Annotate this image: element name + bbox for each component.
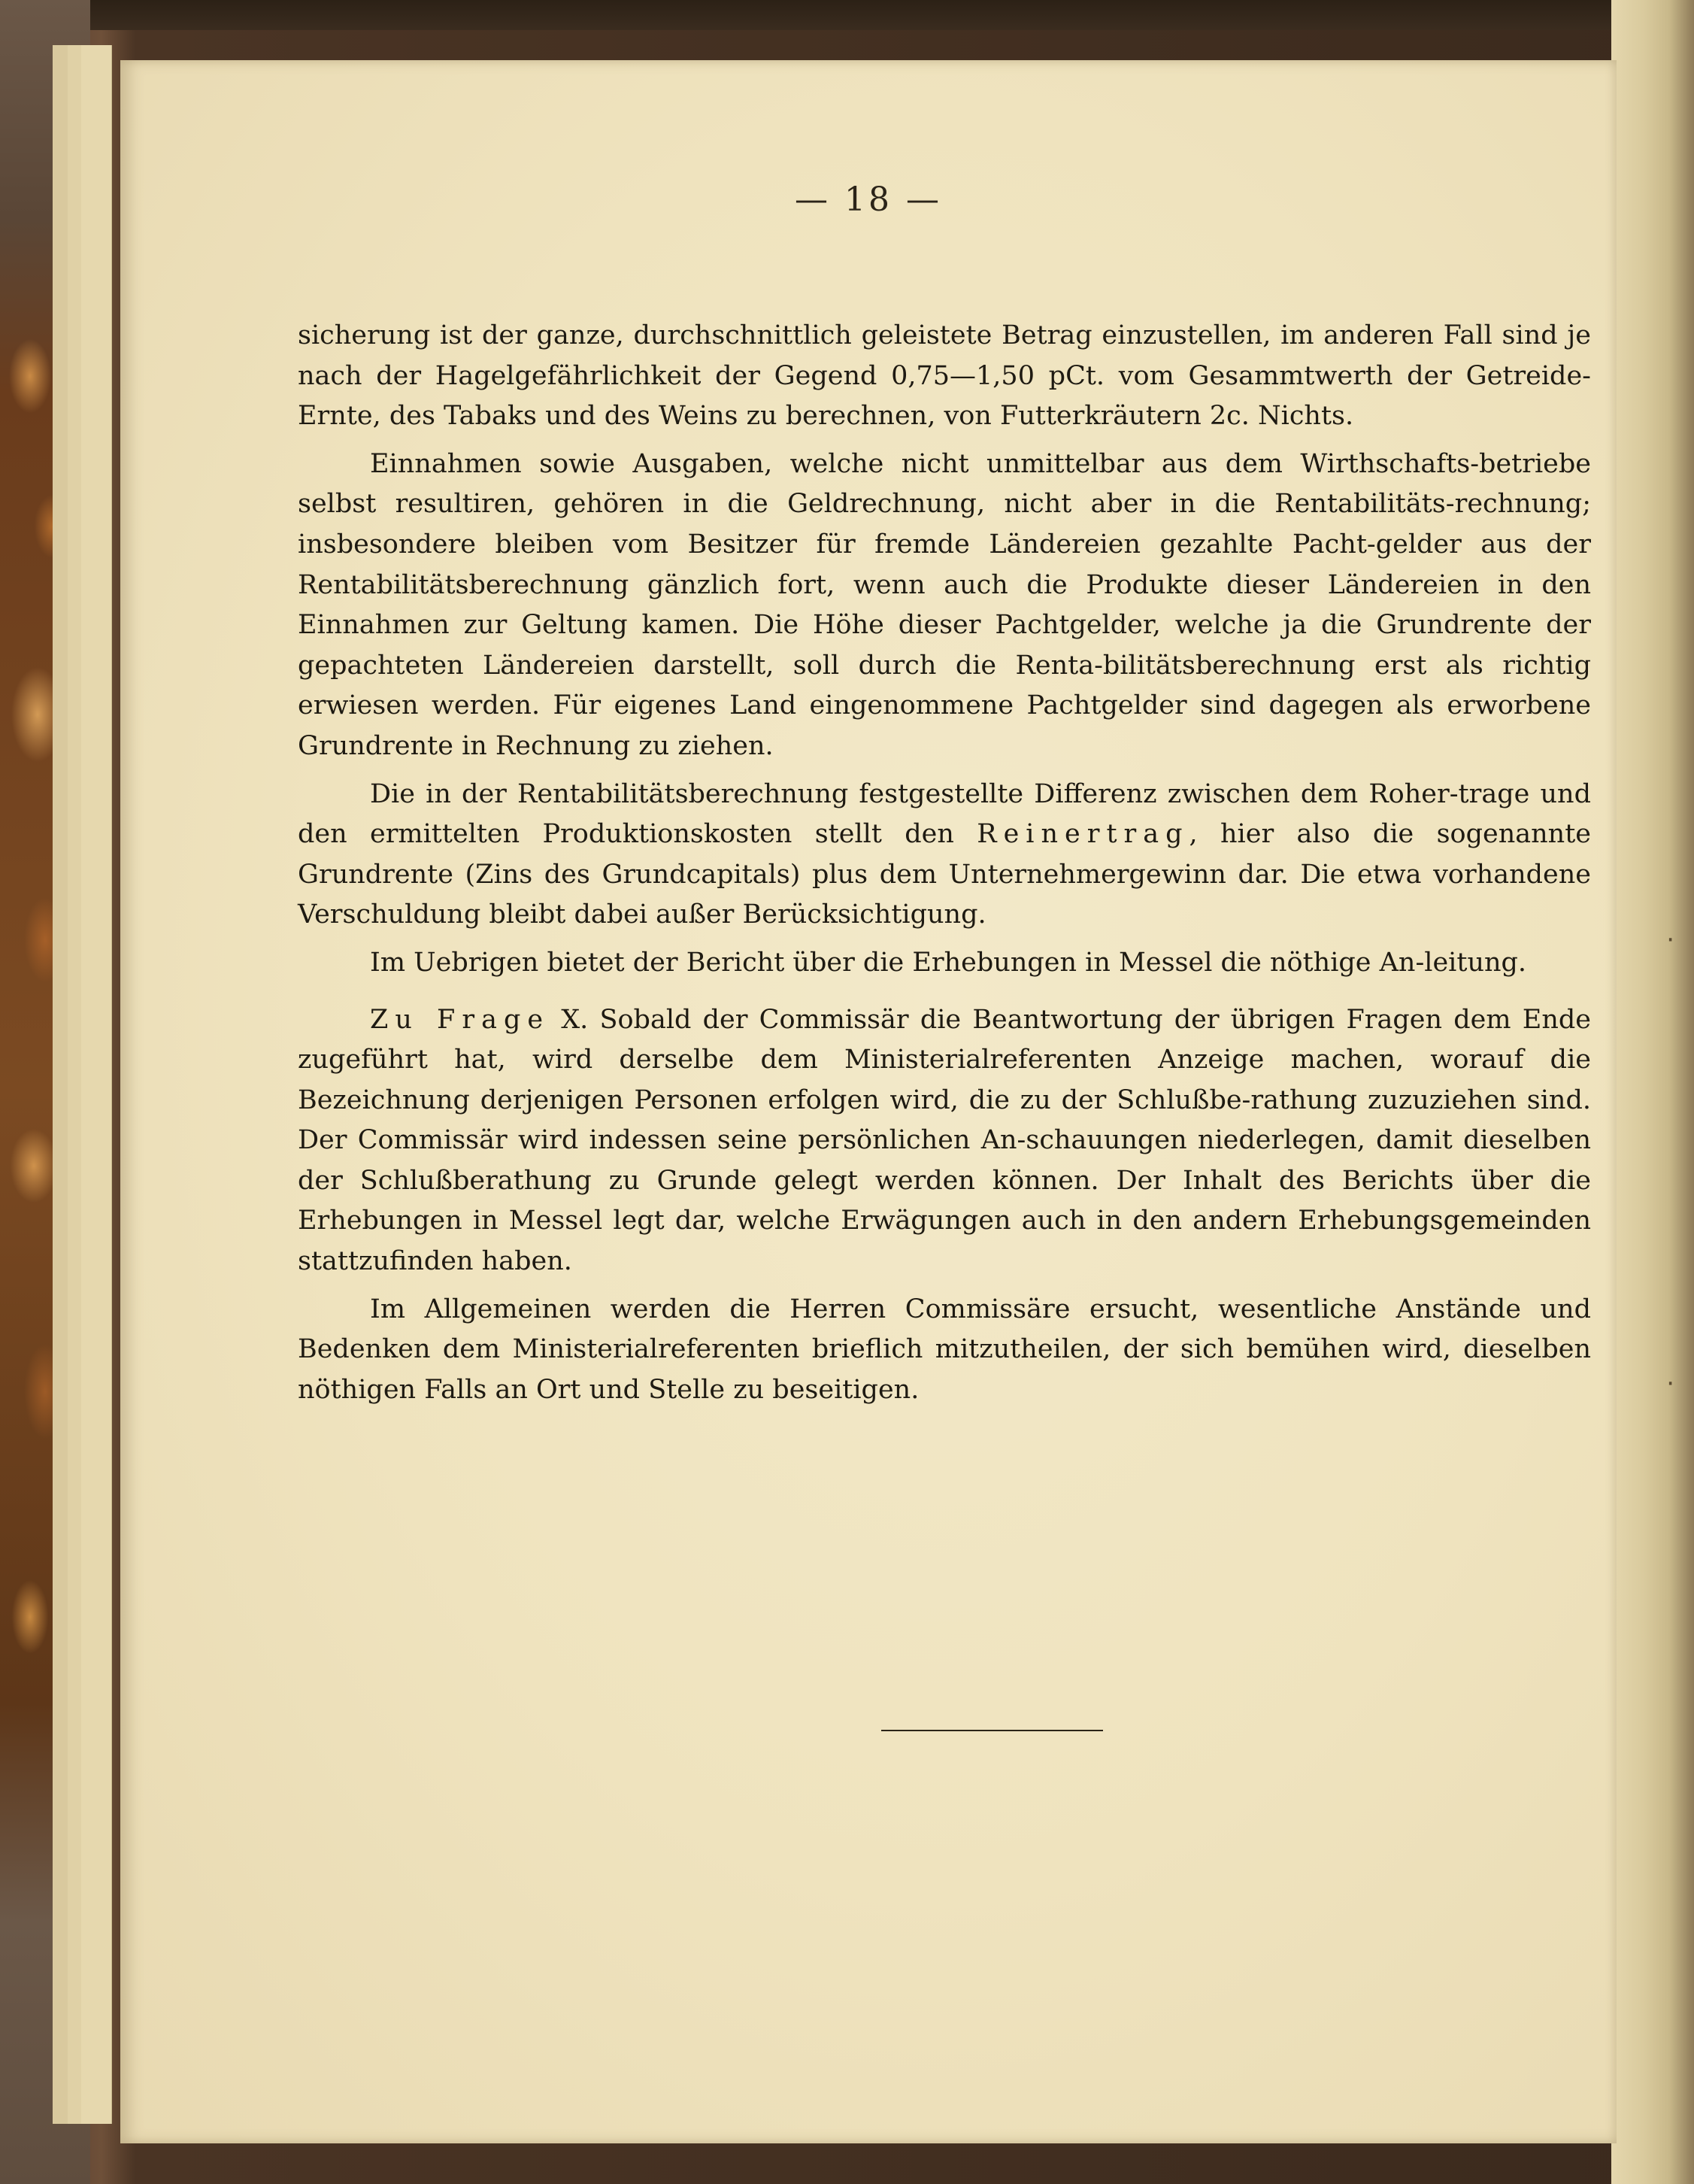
page-number: — 18 — [795, 180, 942, 219]
page-body [298, 316, 1591, 1418]
page [120, 60, 1617, 2143]
paragraph-5 [298, 1000, 1591, 1282]
paragraph-1: sicherung ist der ganze, durchschnittlich geleistete Betrag einzustellen, im anderen Fall sind je nach der Hagelgefährlichkeit der Gegend 0,75—1,50 pCt. vom Gesammtwerth der Getreide-Ernte, des Tabaks und des Weins zu berechnen, von Futterkräutern 2c. Nichts. [298, 320, 1591, 432]
margin-tick: · [1666, 925, 1674, 955]
paragraph-3-after: , hier also die sogenannte Grundrente (Zins des Grundcapitals) plus dem Unternehmergewinn dar. Die etwa vorhandene Verschuldung bleibt dabei außer Berücksichtigung. [298, 819, 1591, 930]
margin-tick: · [1666, 1369, 1674, 1399]
paragraph-5-text: X. Sobald der Commissär die Beantwortung der übrigen Fragen dem Ende zugeführt hat, wird derselbe dem Ministerialreferenten Anzeige machen, worauf die Bezeichnung derjenigen Personen erfolgen wird, die zu der Schlußbe-rathung zuzuziehen sind. Der Commissär wird indessen seine persönlichen An-schauungen niederlegen, damit dieselben der Schlußberathung zu Grunde gelegt werden können. Der Inhalt des Berichts über die Erhebungen in Messel legt dar, welche Erwägungen auch in den andern Erhebungsgemeinden stattzufinden haben. [298, 1004, 1591, 1277]
paragraph-3-before: Die in der Rentabilitätsberechnung festgestellte Differenz zwischen dem Roher-trage und den ermittelten Produktionskosten stellt den [298, 778, 1591, 850]
top-shadow [0, 0, 1694, 30]
page-edge [81, 45, 112, 2124]
paragraph-6: Im Allgemeinen werden die Herren Commissäre ersucht, wesentliche Anstände und Bedenken dem Ministerialreferenten brieflich mitzutheilen, der sich bemühen wird, dieselben nöthigen Falls an Ort und Stelle zu beseitigen. [298, 1294, 1591, 1405]
right-page-edge [1611, 0, 1694, 2184]
paragraph-4: Im Uebrigen bietet der Bericht über die Erhebungen in Messel die nöthige An-leitung. [370, 947, 1527, 978]
reinertrag-emphasis: Reinertrag [977, 819, 1189, 850]
paragraph-3 [298, 775, 1591, 936]
zu-frage-heading: Zu Frage [370, 1004, 550, 1035]
paragraph-2: Einnahmen sowie Ausgaben, welche nicht unmittelbar aus dem Wirthschafts-betriebe selbst resultiren, gehören in die Geldrechnung, nicht aber in die Rentabilitäts-rechnung; insbesondere bleiben vom Besitzer für fremde Ländereien gezahlte Pacht-gelder aus der Rentabilitätsberechnung gänzlich fort, wenn auch die Produkte dieser Ländereien in den Einnahmen zur Geltung kamen. Die Höhe dieser Pachtgelder, welche ja die Grundrente der gepachteten Ländereien darstellt, soll durch die Renta-bilitätsberechnung erst als richtig erwiesen werden. Für eigenes Land eingenommene Pachtgelder sind dagegen als erworbene Grundrente in Rechnung zu ziehen. [298, 448, 1591, 761]
closing-rule [881, 1730, 1103, 1731]
